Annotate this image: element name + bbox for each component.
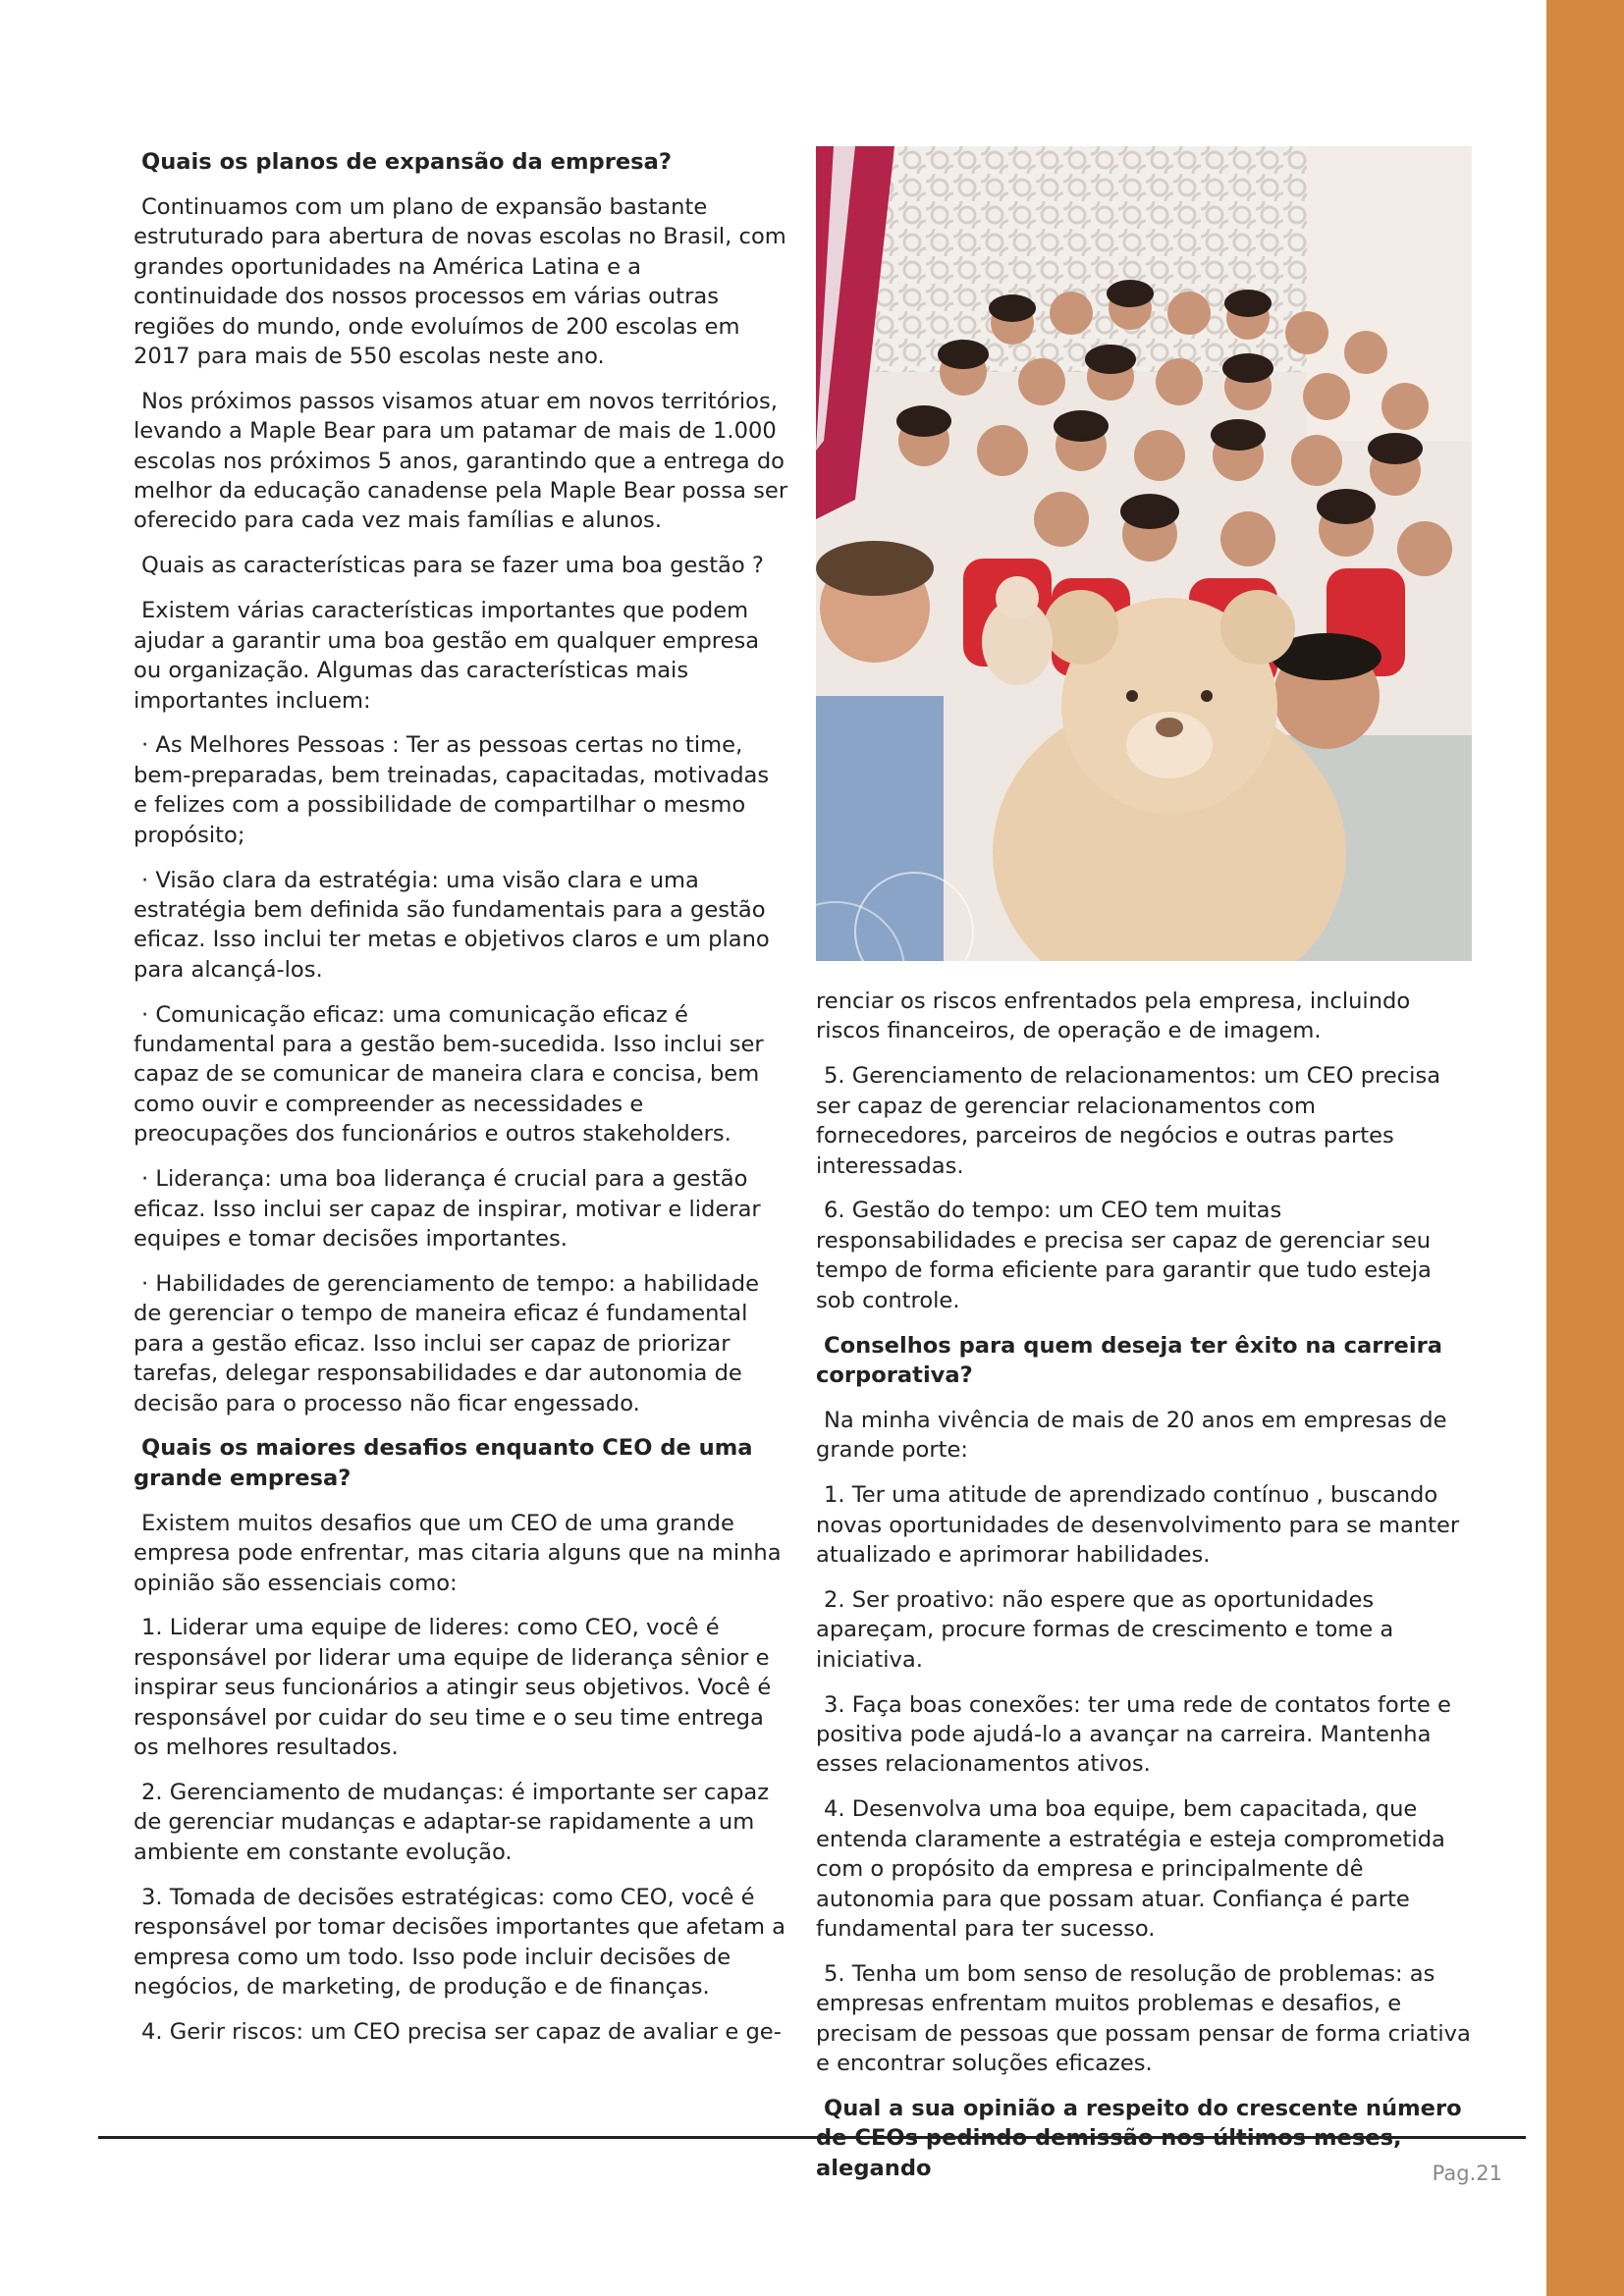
list-item: · Comunicação eficaz: uma comunicação eficaz é fundamental para a gestão bem-sucedida. Isso inclui ser capaz de se comunicar de maneira clara e concisa, bem como ouvir e compreender as necessidades e preocupações dos funcionários e outros stakeholders. xyxy=(134,1001,764,1148)
list-item: 5. Tenha um bom senso de resolução de problemas: as empresas enfrentam muitos problemas e desafios, e precisam de pessoas que possam pensar de forma criativa e encontrar soluções eficazes. xyxy=(816,1960,1471,2077)
paragraph: Nos próximos passos visamos atuar em novos territórios, levando a Maple Bear para um patamar de mais de 1.000 escolas nos próximos 5 anos, garantindo que a entrega do melhor da educação canadense pela Maple Bear possa ser oferecido para cada vez mais famílias e alunos. xyxy=(134,388,788,534)
left-text-column xyxy=(134,147,789,2062)
page-number: Pag.21 xyxy=(1432,2162,1502,2185)
question-good-management: Quais as características para se fazer uma boa gestão ? xyxy=(141,553,764,579)
paragraph-continuation: renciar os riscos enfrentados pela empresa, incluindo riscos financeiros, de operação e de imagem. xyxy=(816,988,1411,1044)
list-item: · As Melhores Pessoas : Ter as pessoas certas no time, bem-preparadas, bem treinadas, capacitadas, motivadas e felizes com a possibilidade de compartilhar o mesmo propósito; xyxy=(134,732,770,848)
paragraph: Continuamos com um plano de expansão bastante estruturado para abertura de novas escolas no Brasil, com grandes oportunidades na América Latina e a continuidade dos nossos processos em várias outras regiões do mundo, onde evoluímos de 200 escolas em 2017 para mais de 550 escolas neste ano. xyxy=(134,193,786,369)
list-item: 2. Ser proativo: não espere que as oportunidades apareçam, procure formas de crescimento e tome a iniciativa. xyxy=(816,1586,1394,1673)
list-item: 1. Liderar uma equipe de lideres: como CEO, você é responsável por liderar uma equipe de liderança sênior e inspirar seus funcionários a atingir seus objetivos. Você é responsável por cuidar do seu time e o seu time entrega os melhores resultados. xyxy=(134,1615,772,1761)
group-photo xyxy=(816,146,1472,961)
list-item: 5. Gerenciamento de relacionamentos: um CEO precisa ser capaz de gerenciar relacionamentos com fornecedores, parceiros de negócios e outras partes interessadas. xyxy=(816,1063,1441,1179)
paragraph: Na minha vivência de mais de 20 anos em empresas de grande porte: xyxy=(816,1407,1447,1464)
decorative-side-band xyxy=(1546,0,1624,2296)
list-item: 2. Gerenciamento de mudanças: é importante ser capaz de gerenciar mudanças e adaptar-se rapidamente a um ambiente em constante evolução. xyxy=(134,1780,770,1865)
list-item: 3. Tomada de decisões estratégicas: como CEO, você é responsável por tomar decisões importantes que afetam a empresa como um todo. Isso pode incluir decisões de negócios, de marketing, de produção e de finanças. xyxy=(134,1884,785,2000)
heading-ceo-challenges: Quais os maiores desafios enquanto CEO de uma grande empresa? xyxy=(134,1435,753,1491)
list-item: 4. Gerir riscos: um CEO precisa ser capaz de avaliar e ge- xyxy=(141,2018,782,2045)
paragraph: Existem várias características importantes que podem ajudar a garantir uma boa gestão em qualquer empresa ou organização. Algumas das características mais importantes incluem: xyxy=(134,598,760,714)
heading-ceo-resignations: Qual a sua opinião a respeito do crescente número alegando xyxy=(816,2096,1462,2181)
heading-expansion-plans: Quais os planos de expansão da empresa? xyxy=(141,149,672,175)
list-item: · Liderança: uma boa liderança é crucial para a gestão eficaz. Isso inclui ser capaz de inspirar, motivar e liderar equipes e tomar decisões importantes. xyxy=(134,1166,761,1252)
paragraph: Existem muitos desafios que um CEO de uma grande empresa pode enfrentar, mas citaria alguns que na minha opinião são essenciais como: xyxy=(134,1510,782,1596)
list-item: · Visão clara da estratégia: uma visão clara e uma estratégia bem definida são fundamentais para a gestão eficaz. Isso inclui ter metas e objetivos claros e um plano para alcançá-los. xyxy=(134,867,770,983)
list-item: 6. Gestão do tempo: um CEO tem muitas responsabilidades e precisa ser capaz de gerenciar seu tempo de forma eficiente para garantir que tudo esteja sob controle. xyxy=(816,1198,1432,1313)
heading-career-advice: Conselhos para quem deseja ter êxito na carreira corporativa? xyxy=(816,1332,1442,1388)
list-item: 4. Desenvolva uma boa equipe, bem capacitada, que entenda claramente a estratégia e esteja comprometida com o propósito da empresa e principalmente dê autonomia para que possam atuar. Confiança é parte fundamental para ter sucesso. xyxy=(816,1796,1445,1942)
footer-divider xyxy=(98,2136,1526,2139)
list-item: · Habilidades de gerenciamento de tempo: a habilidade de gerenciar o tempo de maneira eficaz é fundamental para a gestão eficaz. Isso inclui ser capaz de priorizar tarefas, delegar responsabilidades e dar autonomia de decisão para o processo não ficar engessado. xyxy=(134,1270,760,1416)
list-item: 1. Ter uma atitude de aprendizado contínuo , buscando novas oportunidades de desenvolvimento para se manter atualizado e aprimorar habilidades. xyxy=(816,1482,1460,1568)
list-item: 3. Faça boas conexões: ter uma rede de contatos forte e positiva pode ajudá-lo a avançar na carreira. Mantenha esses relacionamentos ativos. xyxy=(816,1691,1451,1778)
right-text-column xyxy=(816,987,1472,2199)
